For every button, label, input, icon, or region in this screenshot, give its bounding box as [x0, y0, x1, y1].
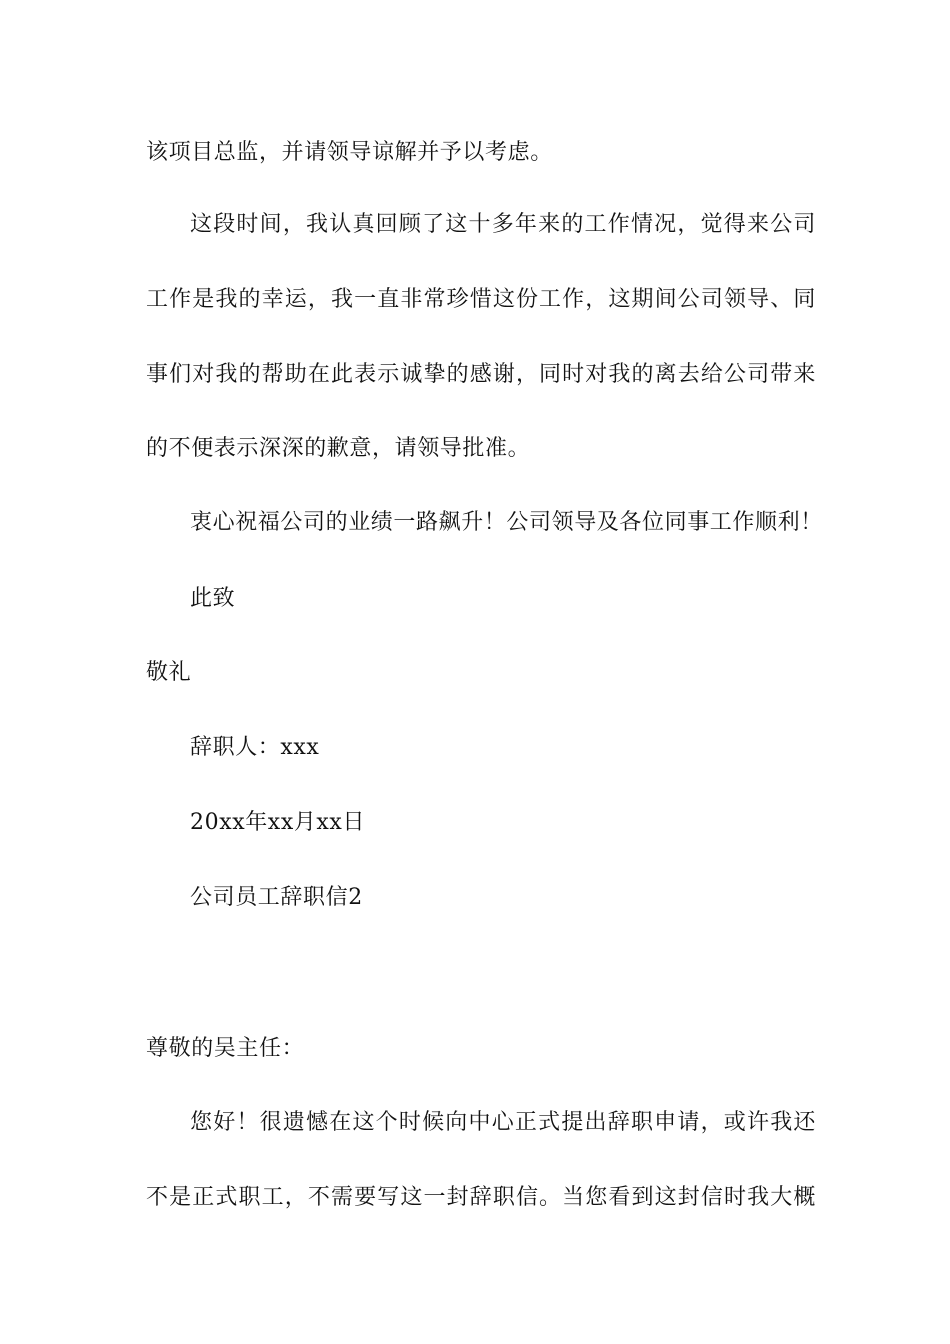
paragraph-line: 衷心祝福公司的业绩一路飙升！公司领导及各位同事工作顺利！: [190, 510, 823, 535]
paragraph-line: 工作是我的幸运，我一直非常珍惜这份工作，这期间公司领导、同: [146, 287, 816, 312]
paragraph-line: 该项目总监，并请领导谅解并予以考虑。: [146, 140, 553, 165]
paragraph-line: 事们对我的帮助在此表示诚挚的感谢，同时对我的离去给公司带来: [146, 362, 816, 387]
section-title: 公司员工辞职信2: [190, 885, 363, 910]
paragraph-line: 不是正式职工，不需要写这一封辞职信。当您看到这封信时我大概: [146, 1185, 816, 1210]
salutation-line: 敬礼: [146, 660, 192, 685]
signature-line: 辞职人：xxx: [190, 735, 320, 760]
date-line: 20xx年xx月xx日: [190, 810, 366, 835]
paragraph-line: 这段时间，我认真回顾了这十多年来的工作情况，觉得来公司: [190, 212, 816, 237]
closing-line: 此致: [190, 586, 236, 611]
paragraph-line: 您好！很遗憾在这个时候向中心正式提出辞职申请，或许我还: [190, 1110, 816, 1135]
addressee-line: 尊敬的吴主任：: [146, 1036, 305, 1061]
paragraph-line: 的不便表示深深的歉意，请领导批准。: [146, 436, 531, 461]
